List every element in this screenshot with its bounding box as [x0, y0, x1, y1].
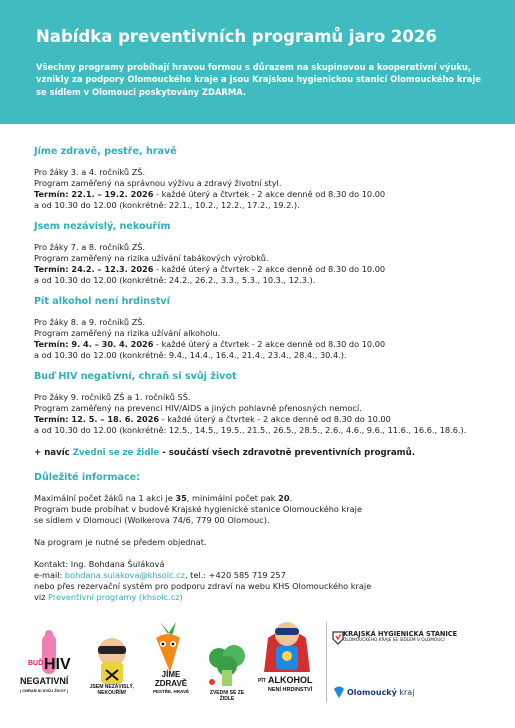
term-rest: - každé úterý a čtvrtek - 2 akce denně od 8.30 do 10.00	[153, 189, 386, 199]
via-line	[34, 592, 494, 603]
cap-max: 35	[175, 493, 187, 503]
program-section	[34, 371, 494, 436]
olk-rest: kraj	[396, 688, 415, 697]
programs-link[interactable]: Preventivní programy (khsolc.cz)	[48, 592, 183, 602]
program-grades: Pro žáky 7. a 8. ročníků ZŠ.	[34, 242, 146, 252]
term-label: Termín: 12. 5. – 18. 6. 2026	[34, 414, 160, 424]
term-dates: a od 10.30 do 12.00 (konkrétně: 22.1., 10.2., 12.2., 17.2., 19.2.).	[34, 200, 300, 210]
term-rest: - každé úterý a čtvrtek - 2 akce denně od 8.30 do 10.00	[159, 414, 391, 424]
program-list	[34, 146, 494, 603]
program-section	[34, 221, 494, 286]
jime-big: JÍME ZDRAVĚ	[154, 670, 188, 688]
term-label: Termín: 24.2. – 12.3. 2026	[34, 264, 154, 274]
program-grades: Pro žáky 8. a 9. ročníků ZŠ.	[34, 317, 146, 327]
important-capacity	[34, 493, 494, 504]
khs-title: KRAJSKÁ HYGIENICKÁ STANICE	[343, 630, 458, 638]
alk-sub: NENÍ HRDINSTVÍ	[267, 687, 313, 693]
alk-big: ALKOHOL	[268, 675, 313, 685]
term-dates: a od 10.30 do 12.00 (konkrétně: 9.4., 14.4., 16.4., 21.4., 23.4., 28.4., 30.4.).	[34, 350, 347, 360]
cap-text-c: .	[289, 493, 293, 503]
program-title: Jsem nezávislý, nekouřím	[34, 221, 171, 232]
header-banner	[0, 0, 515, 124]
via-label: viz	[34, 592, 49, 602]
program-focus: Program zaměřený na prevenci HIV/AIDS a jiných pohlavně přenosných nemocí.	[34, 403, 362, 413]
hiv-top: BUĎ	[28, 660, 44, 667]
program-term	[34, 189, 494, 200]
program-section	[34, 146, 494, 211]
hiv-negative: NEGATIVNÍ	[20, 676, 69, 686]
program-focus: Program zaměřený na rizika užívání alkoholu.	[34, 328, 221, 338]
term-dates: a od 10.30 do 12.00 (konkrétně: 12.5., 14.5., 19.5., 21.5., 26.5., 28.5., 2.6., 4.6., 9.6., 11.6., 16.6., 18.6.).	[34, 425, 467, 435]
olomoucky-kraj-logo	[332, 683, 346, 699]
contact-line	[34, 570, 494, 581]
intro-text	[36, 61, 486, 98]
extra-suffix: - součástí všech zdravotně preventivních programů.	[159, 448, 415, 458]
olomouc-region-icon	[332, 683, 346, 699]
program-focus: Program zaměřený na správnou výživu a zdravý životní styl.	[34, 178, 282, 188]
logo-smoke	[88, 636, 136, 708]
important-title: Důležité informace:	[34, 472, 141, 483]
program-title: Buď HIV negativní, chraň si svůj život	[34, 371, 237, 382]
phone-text: , tel.: +420 585 719 257	[184, 570, 286, 580]
important-location: Program bude probíhat v budově Krajské hygienické stanice Olomouckého kraje	[34, 504, 362, 514]
logo-zvedni	[204, 644, 250, 708]
broccoli-icon	[204, 644, 250, 688]
reservation-line: nebo přes rezervační systém pro podporu zdraví na webu KHS Olomouckého kraje	[34, 581, 372, 591]
extra-note	[34, 448, 494, 459]
program-grades: Pro žáky 9. ročníků ZŠ a 1. ročníků SŠ.	[34, 392, 191, 402]
term-label: Termín: 22.1. – 19.2. 2026	[34, 189, 154, 199]
carrot-icon	[138, 618, 200, 674]
intro-body: Všechny programy probíhají hravou formou s důrazem na skupinovou a kooperativní výuku, vznikly za podpory Olomouckého kraje a jsou Krajskou hygienickou stanicí Olomouckého kraje se sídlem v Olomouci poskytovány	[36, 62, 481, 97]
jime-sub: PESTŘE, HRAVĚ	[153, 689, 189, 694]
cap-min: 20	[278, 493, 290, 503]
khs-subtitle: OLOMOUCKÉHO KRAJE SE SÍDLEM V OLOMOUCI	[343, 638, 445, 643]
program-grades: Pro žáky 3. a 4. ročníků ZŠ.	[34, 167, 146, 177]
term-rest: - každé úterý a čtvrtek - 2 akce denně od 8.30 do 10.00	[153, 339, 386, 349]
program-term	[34, 339, 494, 350]
program-section	[34, 296, 494, 361]
alk-pit: PÍT	[258, 678, 266, 684]
khs-text	[343, 630, 513, 644]
extra-prefix: + navíc	[34, 448, 73, 458]
olomoucky-kraj-text	[347, 688, 414, 697]
extra-highlight: Zvedni se ze židle	[72, 448, 160, 458]
logo-divider	[326, 622, 327, 702]
cap-text-a: Maximální počet žáků na 1 akci je	[34, 493, 176, 503]
zvedni-text: ZVEDNI SE ZE ŽIDLE	[209, 690, 245, 702]
cap-text-b: , minimální počet pak	[186, 493, 279, 503]
important-order: Na program je nutné se předem objednat.	[34, 537, 207, 547]
program-focus: Program zaměřený na rizika užívání tabákových výrobků.	[34, 253, 269, 263]
program-title: Pít alkohol není hrdinství	[34, 296, 170, 307]
email-label: e-mail:	[34, 570, 65, 580]
page-title: Nabídka preventivních programů jaro 2026	[36, 27, 437, 46]
olk-bold: Olomoucký	[347, 688, 397, 697]
logo-hiv	[14, 630, 86, 706]
smoke-text: JSEM NEZÁVISLÝ, NEKOUŘÍM!	[89, 684, 135, 696]
email-link[interactable]: bohdana.sulakova@khsolc.cz	[64, 570, 185, 580]
logo-alkohol	[254, 616, 320, 708]
logo-jime	[138, 618, 200, 708]
program-title: Jíme zdravě, pestře, hravě	[34, 146, 177, 157]
term-label: Termín: 9. 4. – 30. 4. 2026	[34, 339, 154, 349]
term-dates: a od 10.30 do 12.00 (konkrétně: 24.2., 26.2., 3.3., 5.3., 10.3., 12.3.).	[34, 275, 316, 285]
important-address: se sídlem v Olomouci (Wolkerova 74/6, 779 00 Olomouc).	[34, 515, 270, 525]
superhero-icon	[254, 616, 320, 678]
program-term	[34, 264, 494, 275]
hiv-sub: | CHRAŇ SI SVŮJ ŽIVOT |	[20, 688, 69, 693]
intro-zdarma: ZDARMA.	[201, 86, 247, 97]
term-rest: - každé úterý a čtvrtek - 2 akce denně od 8.30 do 10.00	[153, 264, 386, 274]
hiv-big: HIV	[44, 656, 71, 673]
contact-name: Kontakt: Ing. Bohdana Šuláková	[34, 559, 165, 569]
program-term	[34, 414, 494, 425]
